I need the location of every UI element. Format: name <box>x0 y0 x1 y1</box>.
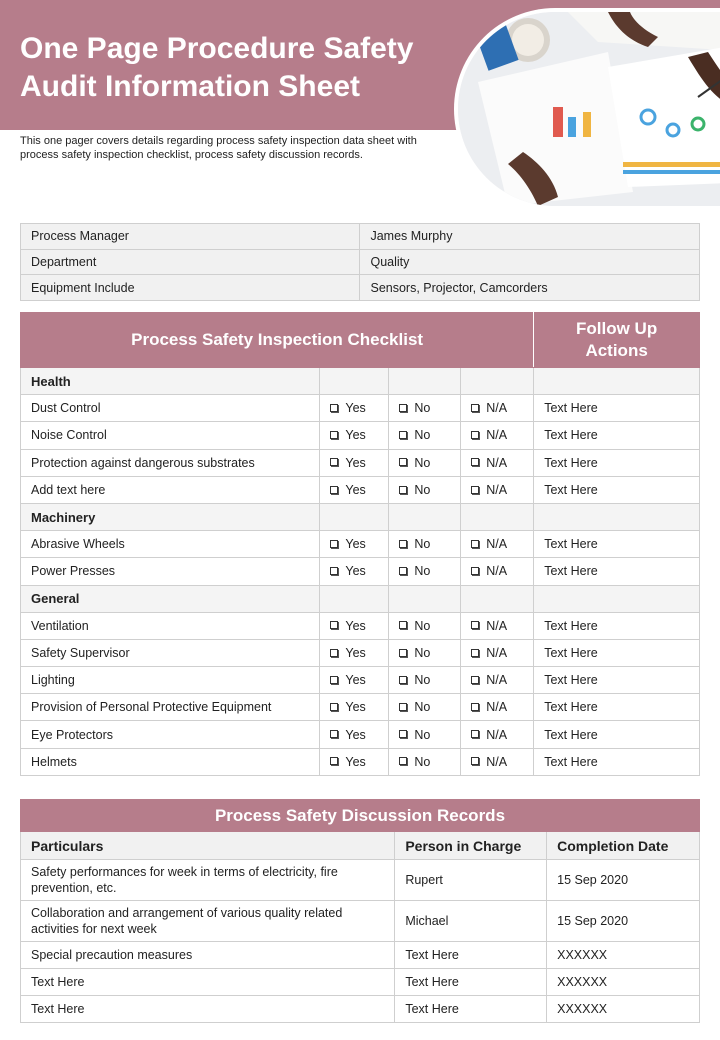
no-label: No <box>414 700 431 715</box>
follow-up-action: Text Here <box>534 639 700 666</box>
empty-cell <box>389 368 461 395</box>
na-label: N/A <box>486 537 508 552</box>
discussion-person: Michael <box>395 901 547 942</box>
yes-label: Yes <box>345 482 366 497</box>
info-label: Department <box>21 249 360 275</box>
checklist-item-label: Safety Supervisor <box>21 639 320 666</box>
yes-label: Yes <box>345 673 366 688</box>
checklist-item-label: Ventilation <box>21 612 320 639</box>
no-label: No <box>414 618 431 633</box>
follow-up-action: Text Here <box>534 612 700 639</box>
no-label: No <box>414 401 431 416</box>
discussion-row <box>21 860 700 901</box>
discussion-title: Process Safety Discussion Records <box>21 800 700 832</box>
no-option[interactable] <box>389 639 461 666</box>
discussion-particulars: Text Here <box>21 969 395 996</box>
no-label: No <box>414 564 431 579</box>
checklist-item-label: Lighting <box>21 667 320 694</box>
discussion-particulars: Special precaution measures <box>21 942 395 969</box>
na-label: N/A <box>486 564 508 579</box>
no-label: No <box>414 428 431 443</box>
yes-option[interactable] <box>320 558 389 585</box>
checkbox-icon[interactable] <box>471 404 479 412</box>
na-option[interactable] <box>461 748 534 775</box>
na-option[interactable] <box>461 694 534 721</box>
empty-cell <box>534 368 700 395</box>
empty-cell <box>461 368 534 395</box>
checkbox-icon[interactable] <box>471 703 479 711</box>
checkbox-icon[interactable] <box>471 676 479 684</box>
discussion-particulars: Text Here <box>21 996 395 1023</box>
checklist-item-label: Power Presses <box>21 558 320 585</box>
discussion-date: XXXXXX <box>547 942 700 969</box>
checklist-item-label: Provision of Personal Protective Equipment <box>21 694 320 721</box>
discussion-date: 15 Sep 2020 <box>547 901 700 942</box>
checkbox-icon[interactable] <box>471 730 479 738</box>
page-subtitle: This one pager covers details regarding process safety inspection data sheet with process safety inspection checklist, process safety discussion records. <box>20 135 417 161</box>
yes-label: Yes <box>345 537 366 552</box>
checklist-item-label: Add text here <box>21 476 320 503</box>
checkbox-icon[interactable] <box>471 458 479 466</box>
yes-option[interactable] <box>320 694 389 721</box>
checkbox-icon[interactable] <box>399 431 407 439</box>
na-label: N/A <box>486 482 508 497</box>
no-option[interactable] <box>389 422 461 449</box>
col-header-particulars: Particulars <box>21 832 395 860</box>
checkbox-icon[interactable] <box>471 649 479 657</box>
follow-up-action: Text Here <box>534 748 700 775</box>
checkbox-icon[interactable] <box>399 730 407 738</box>
checkbox-icon[interactable] <box>330 649 338 657</box>
no-option[interactable] <box>389 612 461 639</box>
discussion-person: Text Here <box>395 996 547 1023</box>
discussion-date: 15 Sep 2020 <box>547 860 700 901</box>
empty-cell <box>389 585 461 612</box>
checkbox-icon[interactable] <box>399 649 407 657</box>
follow-up-action: Text Here <box>534 422 700 449</box>
checkbox-icon[interactable] <box>399 621 407 629</box>
col-header-person: Person in Charge <box>395 832 547 860</box>
follow-up-action: Text Here <box>534 694 700 721</box>
yes-option[interactable] <box>320 395 389 422</box>
yes-label: Yes <box>345 727 366 742</box>
no-option[interactable] <box>389 748 461 775</box>
checkbox-icon[interactable] <box>330 730 338 738</box>
na-option[interactable] <box>461 422 534 449</box>
checkbox-icon[interactable] <box>330 703 338 711</box>
checklist-row <box>21 748 700 775</box>
section-heading: Health <box>21 368 320 395</box>
no-option[interactable] <box>389 531 461 558</box>
na-label: N/A <box>486 673 508 688</box>
no-option[interactable] <box>389 476 461 503</box>
checklist-row <box>21 639 700 666</box>
yes-option[interactable] <box>320 449 389 476</box>
na-option[interactable] <box>461 558 534 585</box>
na-option[interactable] <box>461 721 534 748</box>
no-option[interactable] <box>389 721 461 748</box>
yes-label: Yes <box>345 618 366 633</box>
checkbox-icon[interactable] <box>399 404 407 412</box>
no-label: No <box>414 482 431 497</box>
discussion-particulars: Collaboration and arrangement of various quality related activities for next week <box>21 901 395 942</box>
checklist-item-label: Helmets <box>21 748 320 775</box>
checkbox-icon[interactable] <box>399 703 407 711</box>
section-row <box>21 368 700 395</box>
discussion-row <box>21 996 700 1023</box>
discussion-row <box>21 969 700 996</box>
empty-cell <box>320 368 389 395</box>
checklist-item-label: Noise Control <box>21 422 320 449</box>
na-label: N/A <box>486 754 508 769</box>
checkbox-icon[interactable] <box>471 486 479 494</box>
empty-cell <box>389 503 461 530</box>
checkbox-icon[interactable] <box>330 567 338 575</box>
na-option[interactable] <box>461 476 534 503</box>
info-label: Process Manager <box>21 224 360 250</box>
no-label: No <box>414 727 431 742</box>
checklist-item-label: Dust Control <box>21 395 320 422</box>
checkbox-icon[interactable] <box>399 486 407 494</box>
checkbox-icon[interactable] <box>471 540 479 548</box>
na-label: N/A <box>486 727 508 742</box>
checklist-row <box>21 694 700 721</box>
section-heading: General <box>21 585 320 612</box>
header-photo <box>458 12 720 206</box>
na-option[interactable] <box>461 639 534 666</box>
checkbox-icon[interactable] <box>330 757 338 765</box>
discussion-date: XXXXXX <box>547 996 700 1023</box>
empty-cell <box>534 503 700 530</box>
follow-up-action: Text Here <box>534 531 700 558</box>
page-title: One Page Procedure Safety Audit Information Sheet <box>20 32 414 103</box>
yes-label: Yes <box>345 754 366 769</box>
checkbox-icon[interactable] <box>330 540 338 548</box>
discussion-person: Text Here <box>395 942 547 969</box>
info-value: Quality <box>360 249 700 275</box>
info-value: James Murphy <box>360 224 700 250</box>
no-label: No <box>414 537 431 552</box>
section-row <box>21 585 700 612</box>
yes-option[interactable] <box>320 721 389 748</box>
yes-label: Yes <box>345 645 366 660</box>
checkbox-icon[interactable] <box>471 567 479 575</box>
na-label: N/A <box>486 401 508 416</box>
checklist-row <box>21 476 700 503</box>
info-label: Equipment Include <box>21 275 360 301</box>
yes-option[interactable] <box>320 422 389 449</box>
info-value: Sensors, Projector, Camcorders <box>360 275 700 301</box>
yes-label: Yes <box>345 428 366 443</box>
na-label: N/A <box>486 618 508 633</box>
yes-label: Yes <box>345 455 366 470</box>
discussion-row <box>21 942 700 969</box>
discussion-row <box>21 901 700 942</box>
na-label: N/A <box>486 455 508 470</box>
checkbox-icon[interactable] <box>471 431 479 439</box>
no-option[interactable] <box>389 667 461 694</box>
checkbox-icon[interactable] <box>330 676 338 684</box>
section-row <box>21 503 700 530</box>
checkbox-icon[interactable] <box>399 757 407 765</box>
checkbox-icon[interactable] <box>330 458 338 466</box>
checklist-body <box>21 368 700 776</box>
col-header-date: Completion Date <box>547 832 700 860</box>
checklist-item-label: Protection against dangerous substrates <box>21 449 320 476</box>
empty-cell <box>534 585 700 612</box>
follow-up-action: Text Here <box>534 558 700 585</box>
no-label: No <box>414 673 431 688</box>
process-info-table <box>20 223 700 301</box>
checkbox-icon[interactable] <box>399 676 407 684</box>
discussion-particulars: Safety performances for week in terms of electricity, fire prevention, etc. <box>21 860 395 901</box>
checklist-item-label: Abrasive Wheels <box>21 531 320 558</box>
follow-up-header: Follow Up Actions <box>534 313 700 368</box>
na-option[interactable] <box>461 612 534 639</box>
checklist-item-label: Eye Protectors <box>21 721 320 748</box>
info-row-department <box>21 249 700 275</box>
checkbox-icon[interactable] <box>330 486 338 494</box>
checklist-row <box>21 721 700 748</box>
checklist-title: Process Safety Inspection Checklist <box>21 313 534 368</box>
follow-up-action: Text Here <box>534 721 700 748</box>
checkbox-icon[interactable] <box>471 757 479 765</box>
follow-up-action: Text Here <box>534 395 700 422</box>
na-option[interactable] <box>461 667 534 694</box>
checklist-row <box>21 612 700 639</box>
yes-option[interactable] <box>320 748 389 775</box>
follow-up-action: Text Here <box>534 449 700 476</box>
no-option[interactable] <box>389 694 461 721</box>
header-photo-frame <box>454 8 720 210</box>
checklist-row <box>21 449 700 476</box>
na-option[interactable] <box>461 531 534 558</box>
na-option[interactable] <box>461 395 534 422</box>
empty-cell <box>461 503 534 530</box>
na-label: N/A <box>486 700 508 715</box>
no-label: No <box>414 754 431 769</box>
checkbox-icon[interactable] <box>399 540 407 548</box>
checkbox-icon[interactable] <box>399 458 407 466</box>
yes-label: Yes <box>345 564 366 579</box>
na-label: N/A <box>486 428 508 443</box>
follow-up-action: Text Here <box>534 476 700 503</box>
na-label: N/A <box>486 645 508 660</box>
yes-option[interactable] <box>320 612 389 639</box>
yes-option[interactable] <box>320 639 389 666</box>
checklist-row <box>21 558 700 585</box>
no-option[interactable] <box>389 558 461 585</box>
inspection-checklist-table <box>20 312 700 776</box>
discussion-person: Text Here <box>395 969 547 996</box>
yes-option[interactable] <box>320 531 389 558</box>
desk-photo-illustration <box>458 12 720 206</box>
checkbox-icon[interactable] <box>471 621 479 629</box>
discussion-body <box>21 860 700 1023</box>
empty-cell <box>461 585 534 612</box>
section-heading: Machinery <box>21 503 320 530</box>
checklist-row <box>21 395 700 422</box>
discussion-records-table <box>20 799 700 1023</box>
no-label: No <box>414 645 431 660</box>
no-label: No <box>414 455 431 470</box>
info-row-manager <box>21 224 700 250</box>
follow-up-action: Text Here <box>534 667 700 694</box>
discussion-person: Rupert <box>395 860 547 901</box>
checkbox-icon[interactable] <box>330 404 338 412</box>
checklist-row <box>21 667 700 694</box>
no-option[interactable] <box>389 449 461 476</box>
na-option[interactable] <box>461 449 534 476</box>
discussion-date: XXXXXX <box>547 969 700 996</box>
yes-option[interactable] <box>320 476 389 503</box>
yes-label: Yes <box>345 401 366 416</box>
info-row-equipment <box>21 275 700 301</box>
checkbox-icon[interactable] <box>330 431 338 439</box>
empty-cell <box>320 503 389 530</box>
yes-label: Yes <box>345 700 366 715</box>
checkbox-icon[interactable] <box>399 567 407 575</box>
no-option[interactable] <box>389 395 461 422</box>
checklist-row <box>21 422 700 449</box>
checklist-row <box>21 531 700 558</box>
empty-cell <box>320 585 389 612</box>
checkbox-icon[interactable] <box>330 621 338 629</box>
yes-option[interactable] <box>320 667 389 694</box>
